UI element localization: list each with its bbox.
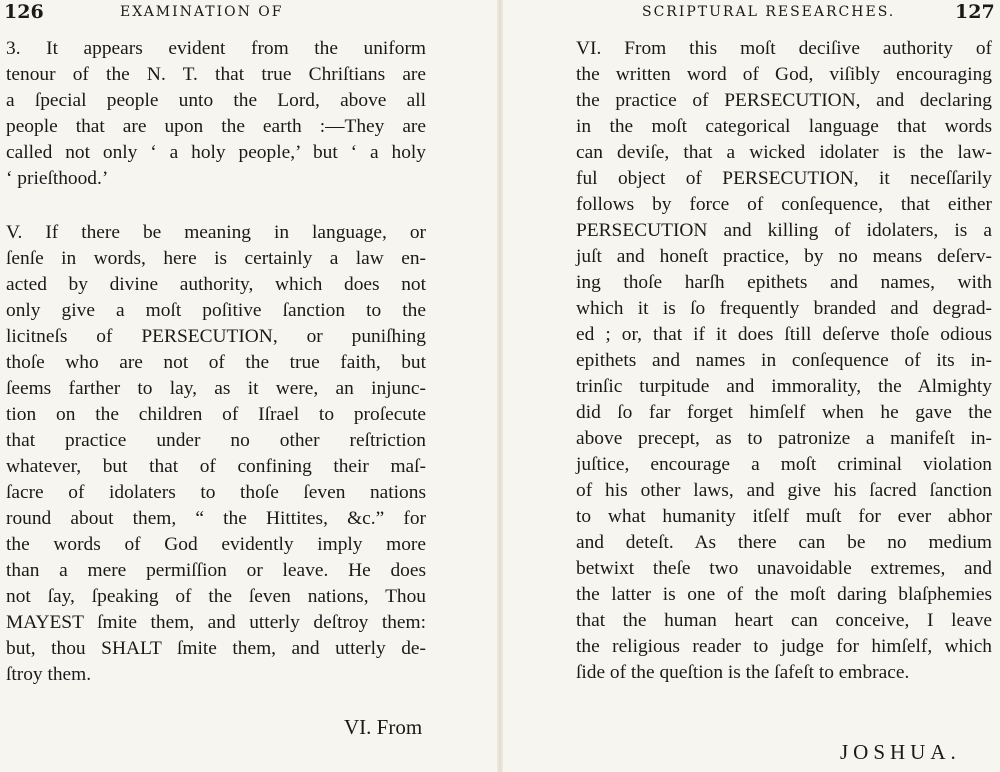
paragraph-5 xyxy=(6,220,426,688)
right-page xyxy=(500,0,1000,772)
text-line: ſacre of idolaters to thoſe ſeven nations xyxy=(6,482,426,503)
text-line: tenour of the N. T. that true Chriſtians are xyxy=(6,64,426,85)
text-line: and deteſt. As there can be no medium xyxy=(576,532,992,553)
text-line: that the human heart can conceive, I leave xyxy=(576,610,992,631)
text-line: but, thou SHALT ſmite them, and utterly de- xyxy=(6,638,426,659)
text-line: in the moſt categorical language that words xyxy=(576,116,992,137)
running-head: SCRIPTURAL RESEARCHES. xyxy=(642,4,896,20)
text-line: called not only ‘ a holy people,’ but ‘ a holy xyxy=(6,142,426,163)
text-line: only give a moſt poſitive ſanction to the xyxy=(6,300,426,321)
text-line: epithets and names in conſequence of its in- xyxy=(576,350,992,371)
catchword: VI. From xyxy=(344,715,423,739)
text-line: ‘ prieſthood.’ xyxy=(6,168,109,189)
text-line: betwixt theſe two unavoidable extremes, and xyxy=(576,558,992,579)
text-line: whatever, but that of confining their maſ- xyxy=(6,456,426,477)
text-line: the written word of God, viſibly encouraging xyxy=(576,64,992,85)
text-line: thoſe who are not of the true faith, but xyxy=(6,352,426,373)
text-line: ful object of PERSECUTION, it neceſſarily xyxy=(576,168,992,189)
text-line: V. If there be meaning in language, or xyxy=(6,222,426,243)
catchword: JOSHUA. xyxy=(840,740,961,764)
text-line: 3. It appears evident from the uniform xyxy=(6,38,426,59)
text-line: round about them, “ the Hittites, &c.” for xyxy=(6,508,426,529)
text-line: trinſic turpitude and immorality, the Almighty xyxy=(576,376,992,397)
text-line: which it is ſo frequently branded and degrad- xyxy=(576,298,992,319)
text-line: that practice under no other reſtriction xyxy=(6,430,426,451)
paragraph-6 xyxy=(576,36,992,686)
text-line: licitneſs of PERSECUTION, or puniſhing xyxy=(6,326,426,347)
text-line: tion on the children of Iſrael to proſecute xyxy=(6,404,426,425)
text-line: ſenſe in words, here is certainly a law en- xyxy=(6,248,426,269)
text-line: can deviſe, that a wicked idolater is the law- xyxy=(576,142,992,163)
text-line: follows by force of conſequence, that either xyxy=(576,194,992,215)
running-head: EXAMINATION OF xyxy=(120,4,284,20)
text-line: not ſay, ſpeaking of the ſeven nations, Thou xyxy=(6,586,426,607)
text-line: the religious reader to judge for himſelf, which xyxy=(576,636,992,657)
text-line: juſtice, encourage a moſt criminal violation xyxy=(576,454,992,475)
text-line: the words of God evidently imply more xyxy=(6,534,426,555)
page-number: 126 xyxy=(4,1,44,23)
page-number: 127 xyxy=(955,1,995,23)
text-line: ed ; or, that if it does ſtill deſerve thoſe odious xyxy=(576,324,992,345)
text-line: to what humanity itſelf muſt for ever abhor xyxy=(576,506,992,527)
text-line: juſt and honeſt practice, by no means deſerv- xyxy=(576,246,992,267)
text-line: than a mere permiſſion or leave. He does xyxy=(6,560,426,581)
paragraph-3 xyxy=(6,36,426,192)
text-line: of his other laws, and give his ſacred ſanction xyxy=(576,480,992,501)
text-line: above precept, as to patronize a manifeſt in- xyxy=(576,428,992,449)
text-line: ſide of the queſtion is the ſafeſt to embrace. xyxy=(576,662,910,683)
text-line: people that are upon the earth :—They are xyxy=(6,116,426,137)
text-line: PERSECUTION and killing of idolaters, is a xyxy=(576,220,992,241)
text-line: MAYEST ſmite them, and utterly deſtroy them: xyxy=(6,612,426,633)
text-line: did ſo far forget himſelf when he gave the xyxy=(576,402,992,423)
text-line: acted by divine authority, which does not xyxy=(6,274,426,295)
text-line: VI. From this moſt deciſive authority of xyxy=(576,38,992,59)
text-line: ſeems farther to lay, as it were, an injunc- xyxy=(6,378,426,399)
text-line: ing thoſe harſh epithets and names, with xyxy=(576,272,992,293)
text-line: the practice of PERSECUTION, and declaring xyxy=(576,90,992,111)
text-line: the latter is one of the moſt daring blaſphemies xyxy=(576,584,992,605)
text-line: ſtroy them. xyxy=(6,664,92,685)
text-line: a ſpecial people unto the Lord, above all xyxy=(6,90,426,111)
